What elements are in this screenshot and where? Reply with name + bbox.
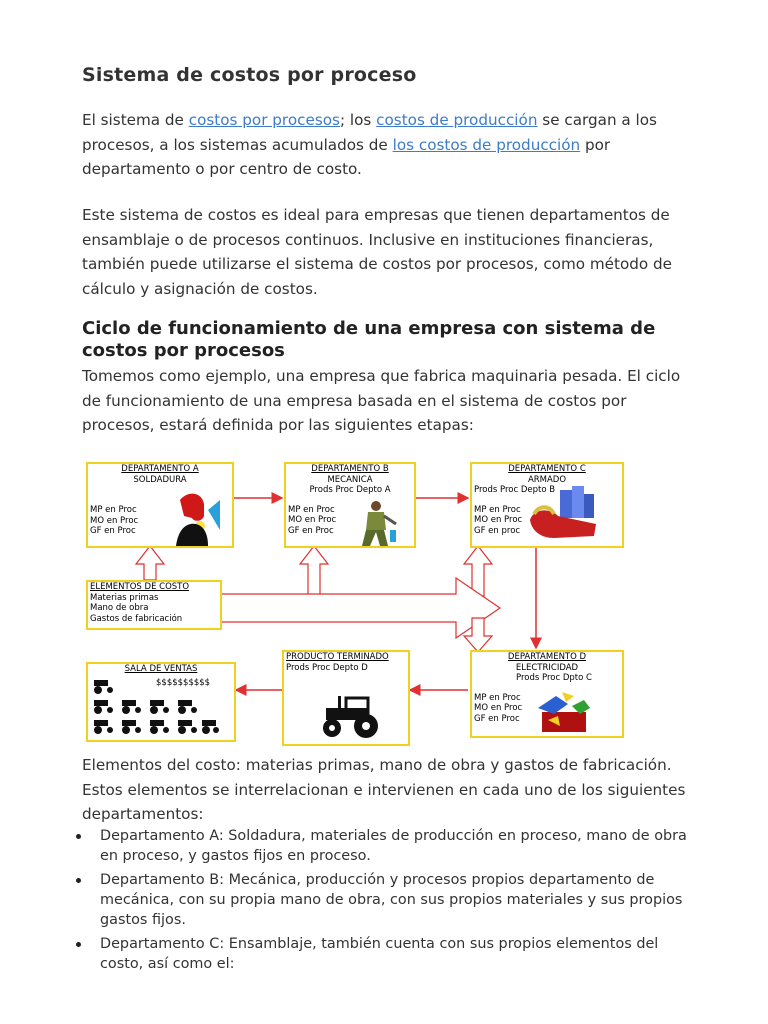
bullet-icon: [76, 834, 81, 839]
box-departamento-d: [470, 650, 624, 738]
intro-text: El sistema de: [82, 111, 189, 129]
link-costos-por-procesos[interactable]: costos por procesos: [188, 111, 340, 129]
box-line: MO en Proc: [474, 515, 523, 525]
box-line: GF en proc: [474, 525, 521, 536]
hollow-arrow-to-a: [136, 546, 164, 580]
cost-process-diagram: [86, 460, 628, 750]
electricity-icon: [528, 686, 598, 736]
box-title: DEPARTAMENTO A: [121, 464, 199, 474]
box-line: MP en Proc: [288, 504, 335, 515]
box-title: ELEMENTOS DE COSTO: [90, 582, 190, 592]
hollow-arrow-to-b: [300, 546, 328, 596]
box-departamento-b: [284, 462, 416, 548]
tractor-icon: [312, 694, 384, 740]
box-line: MP en Proc: [474, 504, 521, 515]
box-line: Prods Proc Depto B: [474, 485, 556, 495]
description-paragraph: Este sistema de costos es ideal para empresas que tienen departamentos de ensamblaje o de procesos continuos. Inclusive en instituciones financieras, también puede utilizarse el sistema de costos por procesos, como método de cálculo y asignación de costos.: [82, 206, 672, 298]
bullet-icon: [76, 878, 81, 883]
box-subtitle: ARMADO: [527, 474, 567, 485]
box-line: Gastos de fabricación: [90, 613, 183, 624]
page-title: Sistema de costos por proceso: [82, 64, 417, 86]
box-line: MO en Proc: [90, 515, 139, 526]
link-los-costos-de-produccion[interactable]: los costos de producción: [392, 135, 581, 154]
money-text: $$$$$$$$$$: [156, 678, 211, 688]
elements-paragraph: Elementos del costo: materias primas, mano de obra y gastos de fabricación. Estos elementos se interrelacionan e intervienen en cada uno de los siguientes departamentos:: [82, 756, 686, 823]
intro-text: por departamento o por centro de costo.: [82, 135, 611, 178]
box-departamento-c: [470, 462, 624, 548]
box-line: GF en Proc: [90, 526, 136, 536]
list-item: [82, 934, 692, 974]
box-line: MO en Proc: [474, 703, 523, 713]
intro-text: se cargan a los procesos, a los sistemas acumulados de: [82, 111, 657, 154]
list-item-text: Departamento B: Mecánica, producción y procesos propios departamento de mecánica, con su propia mano de obra, con sus propios materiales y sus propios gastos fijos.: [100, 872, 683, 928]
box-line: MP en Proc: [90, 505, 137, 515]
box-sala-de-ventas: [86, 662, 236, 742]
mechanic-icon: [350, 500, 398, 546]
box-line: MP en Proc: [474, 692, 521, 703]
box-line: Mano de obra: [90, 603, 149, 613]
box-subtitle: ELECTRICIDAD: [515, 662, 579, 673]
box-subtitle: MECANICA: [327, 474, 373, 485]
example-paragraph: Tomemos como ejemplo, una empresa que fabrica maquinaria pesada. El ciclo de funcionamiento de una empresa basada en el sistema de costos por procesos, estará definida por las siguientes etapas:: [82, 367, 681, 434]
list-item: [82, 870, 692, 930]
box-line: GF en Proc: [474, 713, 520, 724]
section-heading: Ciclo de funcionamiento de una empresa con sistema de costos por procesos: [82, 318, 656, 361]
box-title: PRODUCTO TERMINADO: [286, 652, 389, 662]
box-title: DEPARTAMENTO C: [508, 464, 586, 474]
intro-text: ; los: [339, 111, 377, 129]
box-title: DEPARTAMENTO D: [507, 652, 587, 662]
departments-list: [82, 826, 692, 978]
box-producto-terminado: [282, 650, 410, 746]
list-item: [82, 826, 692, 866]
box-departamento-a: [86, 462, 234, 548]
box-line: Materias primas: [90, 592, 159, 603]
hollow-arrow-main: [220, 578, 500, 638]
box-line: GF en Proc: [288, 525, 334, 536]
box-line: MO en Proc: [288, 515, 337, 525]
box-subtitle: Prods Proc Dpto C: [516, 673, 592, 683]
intro-paragraph: [82, 108, 692, 182]
box-subtitle: Prods Proc Depto A: [309, 485, 391, 495]
box-elementos-de-costo: [86, 580, 222, 630]
box-subtitle: Prods Proc Depto D: [286, 662, 368, 673]
tractors-icon: [90, 676, 220, 738]
list-item-text: Departamento A: Soldadura, materiales de producción en proceso, mano de obra en proceso, y gastos fijos en proceso.: [100, 828, 687, 864]
list-item-text: Departamento C: Ensamblaje, también cuenta con sus propios elementos del costo, así como el:: [100, 936, 659, 972]
welder-icon: [174, 490, 220, 546]
box-title: DEPARTAMENTO B: [311, 464, 389, 474]
link-costos-de-produccion[interactable]: costos de producción: [376, 111, 538, 129]
box-title: SALA DE VENTAS: [124, 664, 198, 674]
bullet-icon: [76, 942, 81, 947]
assembly-icon: [524, 484, 604, 548]
box-subtitle: SOLDADURA: [133, 474, 187, 485]
